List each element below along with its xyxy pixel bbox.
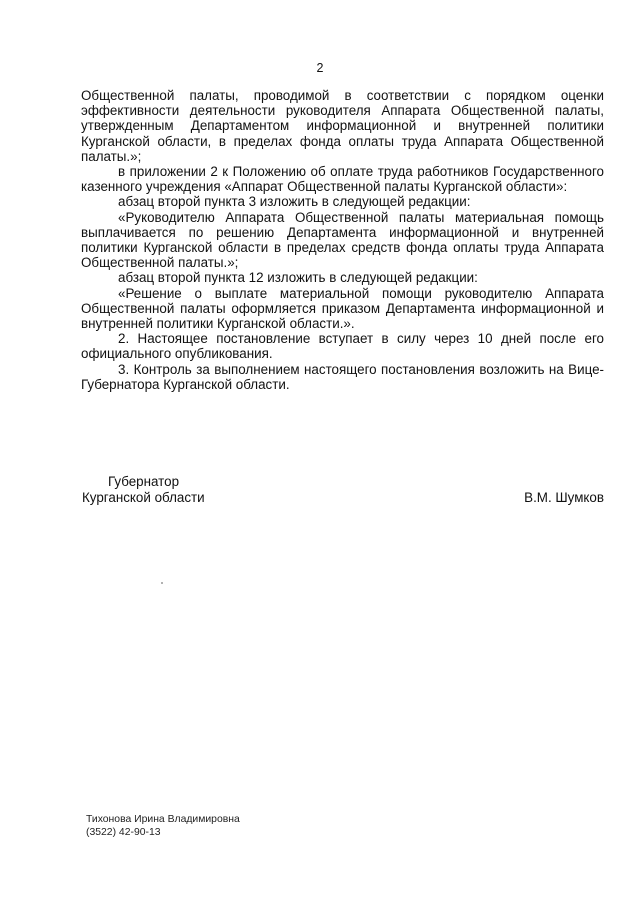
- paragraph: Общественной палаты, проводимой в соответствии с порядком оценки эффективности деятельности руководителя Аппарата Общественной палаты, утвержденным Департаментом информационной и внутренней политики Курганской области, в пределах фонда оплаты труда Аппарата Общественной палаты.»;: [81, 88, 604, 164]
- paragraph: абзац второй пункта 12 изложить в следующей редакции:: [118, 270, 478, 286]
- signatory-name: В.М. Шумков: [524, 490, 604, 505]
- page-number: 2: [316, 61, 324, 75]
- paragraph: «Решение о выплате материальной помощи руководителю Аппарата Общественной палаты оформляется приказом Департамента информационной и внутренней политики Курганской области.».: [81, 285, 604, 332]
- signatory-title-line: Курганской области: [82, 490, 205, 505]
- paragraph: в приложении 2 к Положению об оплате труда работников Государственного казенного учреждения «Аппарат Общественной палаты Курганской области»:: [81, 164, 604, 195]
- executor-name: Тихонова Ирина Владимировна: [86, 814, 240, 825]
- signatory-title-line: Губернатор: [108, 474, 180, 489]
- paragraph: абзац второй пункта 3 изложить в следующей редакции:: [118, 194, 471, 210]
- scan-speck: [161, 582, 163, 584]
- paragraph: «Руководителю Аппарата Общественной палаты материальная помощь выплачивается по решению Департамента информационной и внутренней политики Курганской области в пределах средств фонда оплаты труда Аппарата Общественной палаты.»;: [81, 209, 604, 271]
- paragraph: 3. Контроль за выполнением настоящего постановления возложить на Вице-Губернатора Курганской области.: [81, 361, 604, 392]
- document-body: [81, 88, 604, 392]
- executor-info: [86, 814, 240, 839]
- paragraph: 2. Настоящее постановление вступает в силу через 10 дней после его официального опубликования.: [81, 331, 604, 362]
- signatory-title: [82, 474, 205, 506]
- executor-phone: (3522) 42-90-13: [86, 826, 161, 838]
